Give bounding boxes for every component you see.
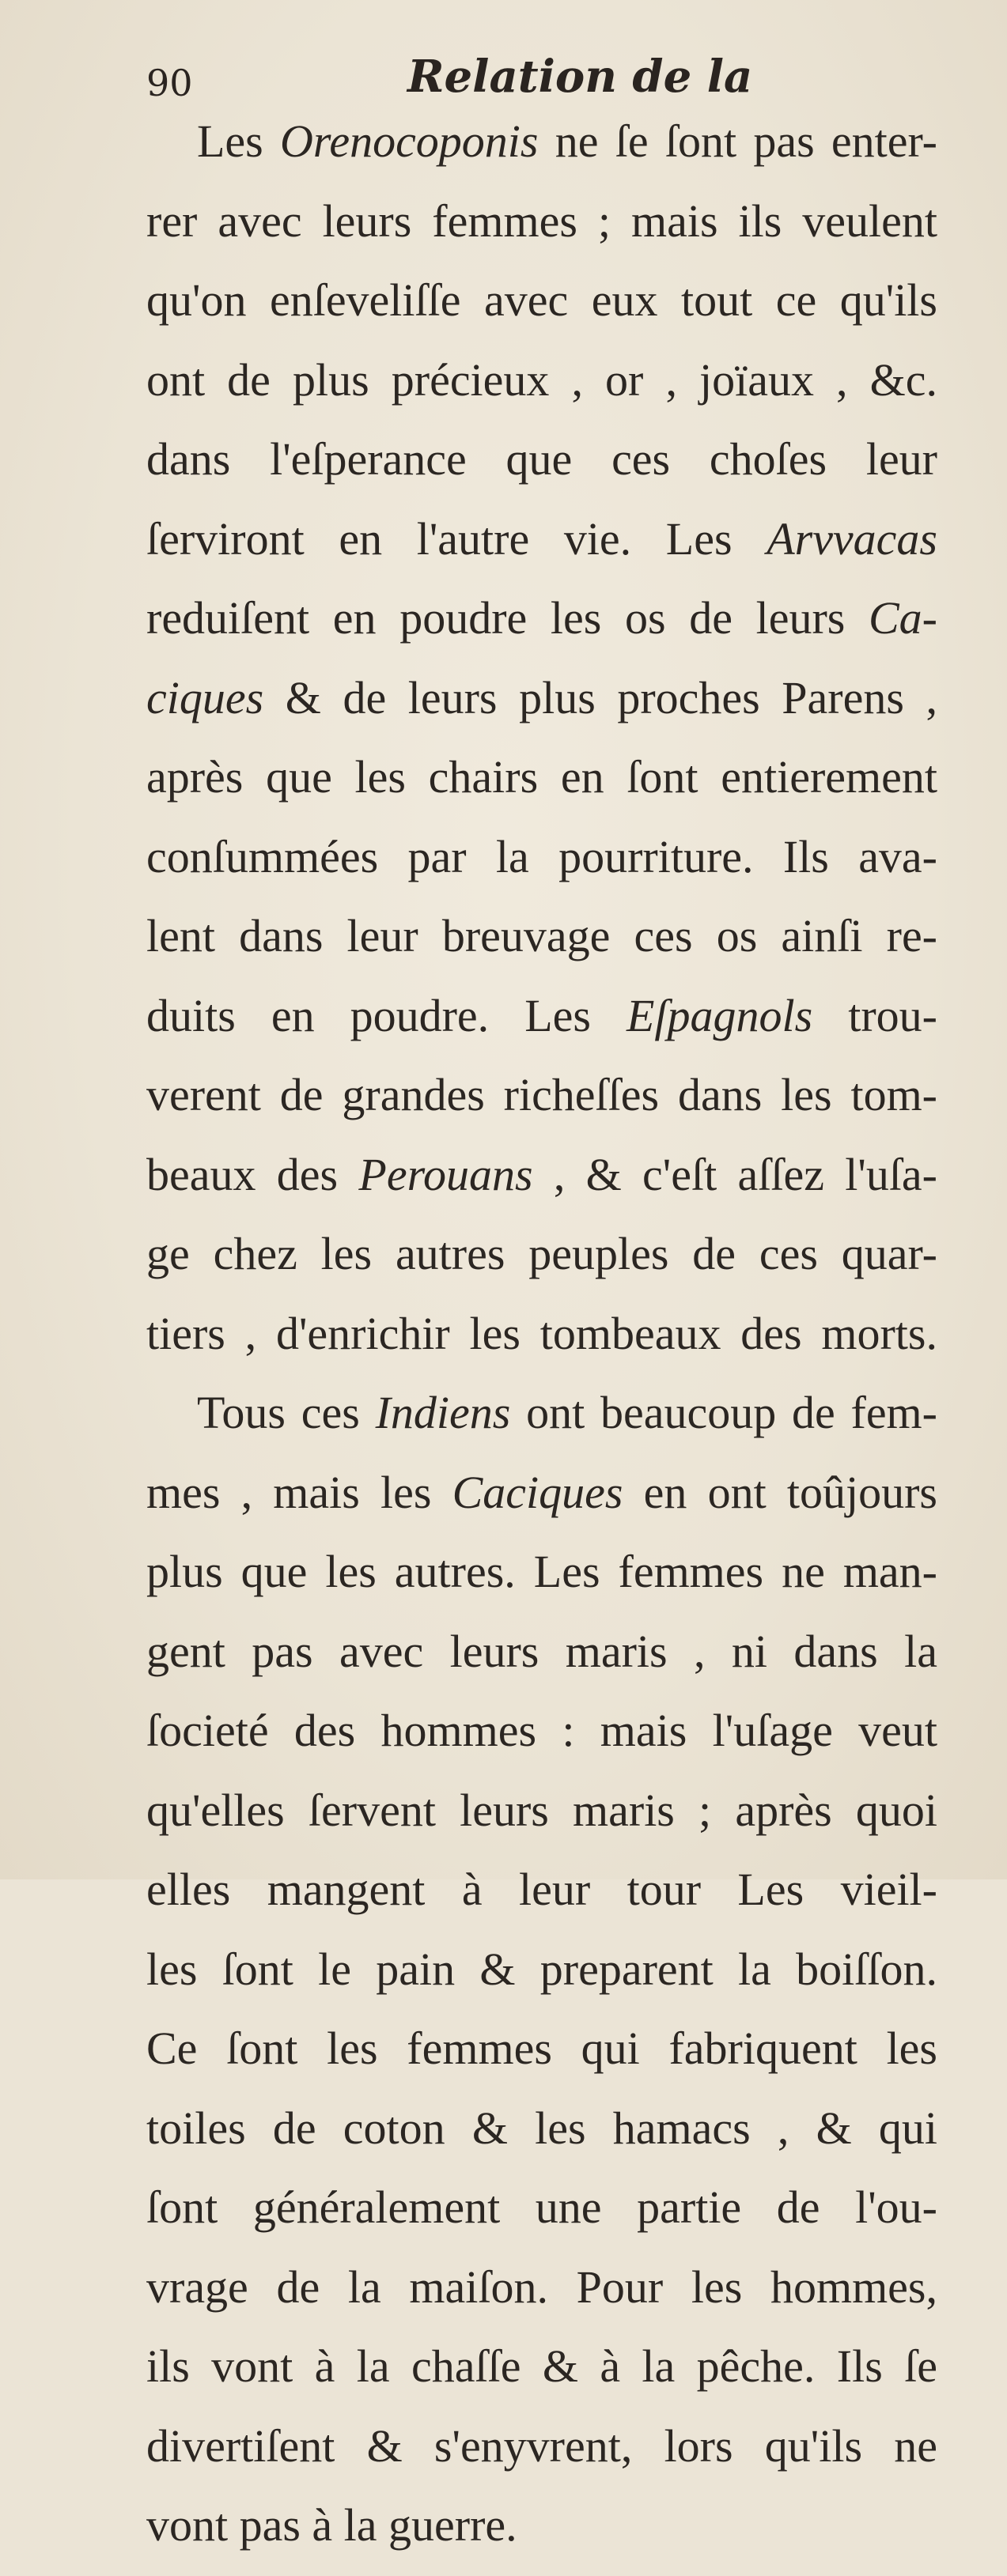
text-line: vont pas à la guerre.	[146, 2499, 517, 2551]
page-header	[146, 51, 937, 114]
text-line: lent dans leur breuvage ces os ainſi re-	[146, 910, 937, 961]
text-line: plus que les autres. Les femmes ne man-	[146, 1546, 937, 1597]
text-line: verent de grandes richeſſes dans les tom-	[146, 1069, 937, 1120]
text-line: rer avec leurs femmes ; mais ils veulent	[146, 195, 937, 247]
text-line: ſerviront en l'autre vie. Les Arvvacas	[146, 512, 937, 565]
italic-term: Ca-	[869, 592, 937, 644]
italic-term: Perouans	[358, 1148, 533, 1200]
running-title: Relation de la	[407, 51, 753, 103]
italic-term: Arvvacas	[767, 512, 937, 565]
italic-term: Caciques	[452, 1466, 623, 1518]
text-line: les ſont le pain & preparent la boiſſon.	[146, 1943, 937, 1995]
text-line: ge chez les autres peuples de ces quar-	[146, 1228, 937, 1279]
text-line: tiers , d'enrichir les tombeaux des morts.	[146, 1307, 937, 1359]
text-line: duits en poudre. Les Eſpagnols trou-	[146, 989, 937, 1041]
text-line: après que les chairs en ſont entierement	[146, 751, 937, 803]
text-line: ils vont à la chaſſe & à la pêche. Ils ſe	[146, 2340, 937, 2392]
text-line: ont de plus précieux , or , joïaux , &c.	[146, 353, 937, 406]
text-line: ſocieté des hommes : mais l'uſage veut	[146, 1705, 937, 1756]
text-line: dans l'eſperance que ces choſes leur	[146, 433, 937, 485]
text-line: Les Orenocoponis ne ſe ſont pas enter-	[197, 115, 938, 167]
body-text	[146, 112, 937, 2576]
page-number: 90	[146, 62, 193, 104]
italic-term: ciques	[146, 671, 264, 723]
text-line: qu'on enſeveliſſe avec eux tout ce qu'ils	[146, 274, 937, 326]
text-line: elles mangent à leur tour Les vieil-	[146, 1864, 937, 1915]
text-line: Tous ces Indiens ont beaucoup de fem-	[197, 1387, 937, 1438]
text-line: vrage de la maiſon. Pour les hommes,	[146, 2261, 937, 2313]
italic-term: Indiens	[375, 1387, 511, 1438]
italic-term: Eſpagnols	[626, 989, 813, 1041]
text-line: mes , mais les Caciques en ont toûjours	[146, 1466, 937, 1518]
text-line: beaux des Perouans , & c'eſt aſſez l'uſa-	[146, 1148, 937, 1200]
text-line: ciques & de leurs plus proches Parens ,	[146, 671, 937, 723]
text-line: toiles de coton & les hamacs , & qui	[146, 2102, 937, 2154]
text-line: Ce ſont les femmes qui fabriquent les	[146, 2023, 937, 2074]
italic-term: Orenocoponis	[280, 115, 539, 167]
text-line: reduiſent en poudre les os de leurs Ca-	[146, 592, 937, 644]
text-line: ſont généralement une partie de l'ou-	[146, 2181, 937, 2233]
text-line: conſummées par la pourriture. Ils ava-	[146, 830, 937, 882]
text-line: divertiſent & s'enyvrent, lors qu'ils ne	[146, 2419, 937, 2472]
text-line: gent pas avec leurs maris , ni dans la	[146, 1625, 937, 1677]
text-line: qu'elles ſervent leurs maris ; après quoi	[146, 1784, 937, 1836]
